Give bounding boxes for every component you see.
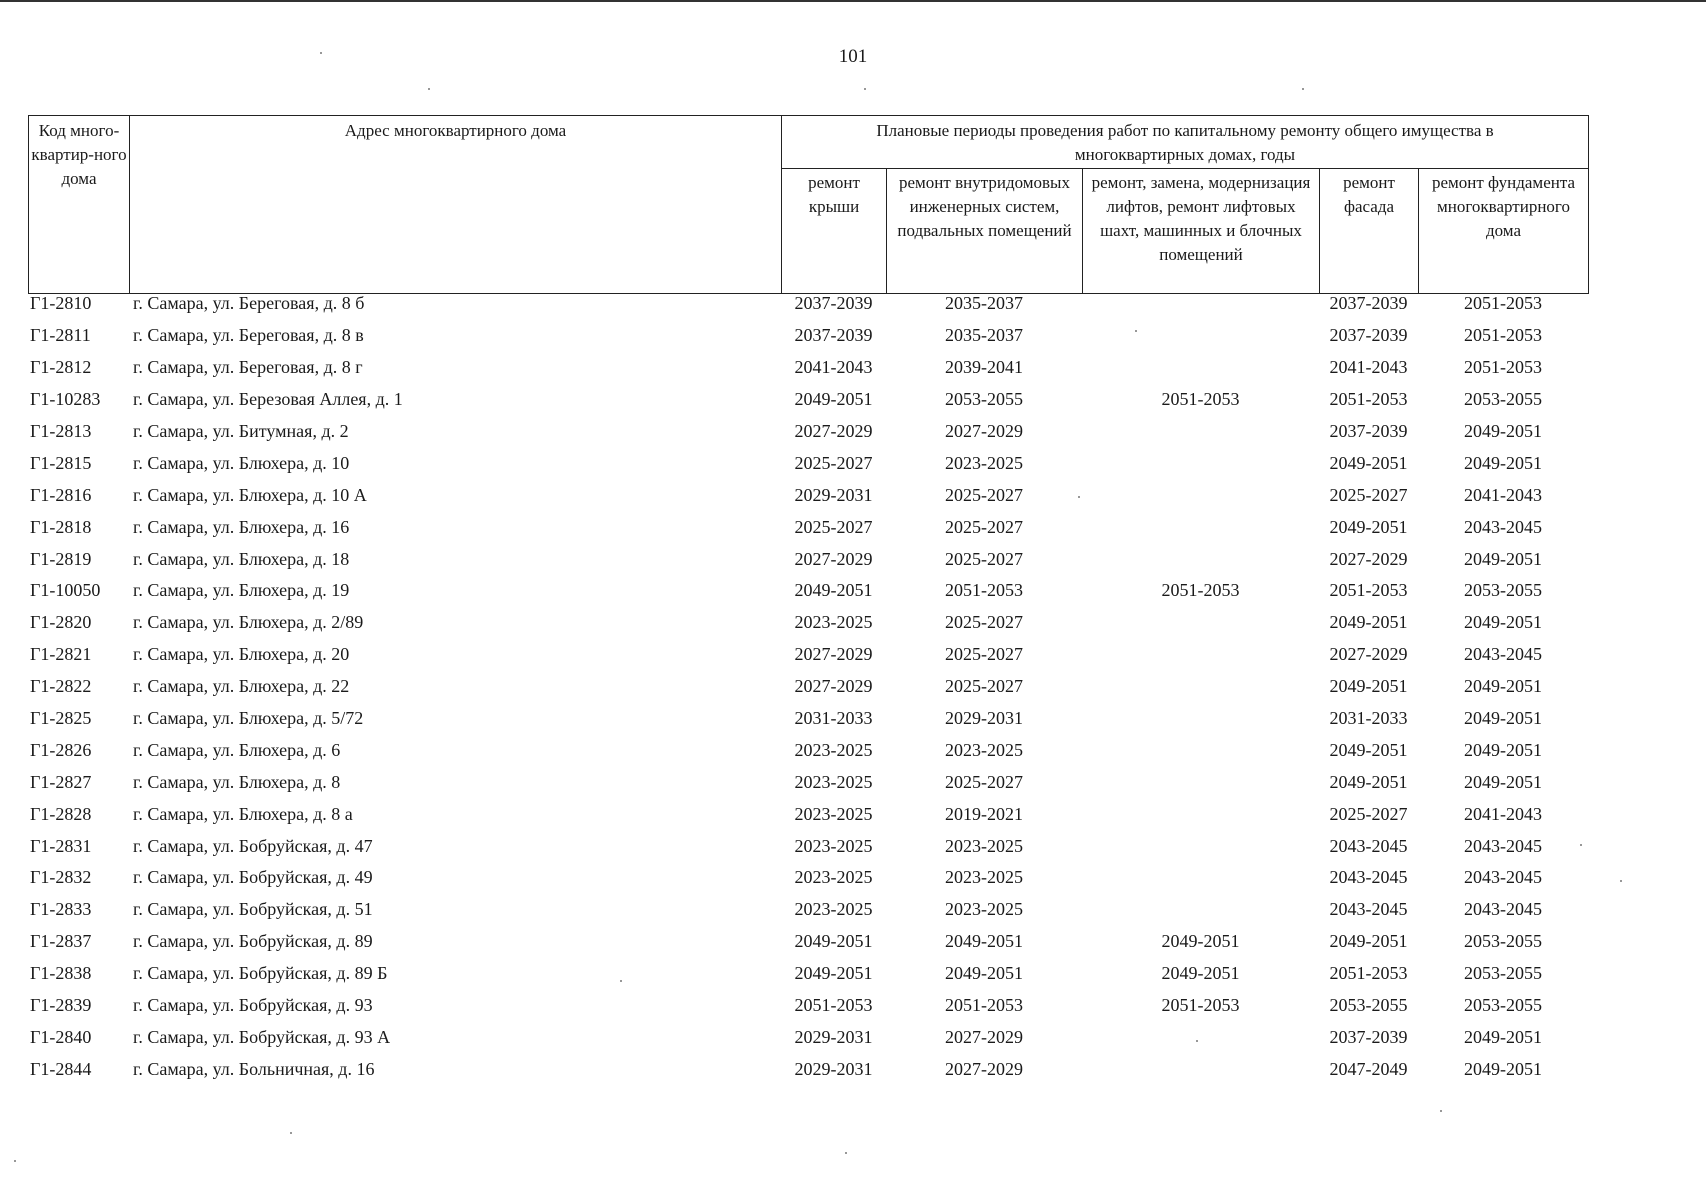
row-code: Г1-2819 — [30, 548, 92, 569]
header-roof: ремонт крыши — [782, 168, 887, 293]
row-systems: 2025-2027 — [945, 644, 1023, 665]
row-lifts — [1082, 479, 1319, 511]
row-lifts — [1082, 288, 1319, 320]
row-address: г. Самара, ул. Больничная, д. 16 — [133, 1058, 375, 1079]
row-foundation: 2053-2055 — [1464, 963, 1542, 984]
row-address: г. Самара, ул. Блюхера, д. 8 а — [133, 803, 353, 824]
row-systems: 2019-2021 — [945, 803, 1023, 824]
row-foundation: 2043-2045 — [1464, 899, 1542, 920]
row-foundation: 2049-2051 — [1464, 612, 1542, 633]
row-roof: 2027-2029 — [794, 644, 873, 665]
row-roof: 2023-2025 — [794, 771, 873, 792]
row-lifts — [1082, 703, 1319, 735]
row-facade: 2037-2039 — [1329, 421, 1408, 441]
row-facade: 2025-2027 — [1329, 484, 1408, 505]
row-code: Г1-2822 — [30, 676, 92, 697]
row-systems: 2025-2027 — [945, 484, 1023, 505]
row-roof: 2027-2029 — [794, 421, 873, 441]
table-row — [28, 798, 1588, 830]
scan-speck — [1135, 330, 1137, 332]
scan-speck — [320, 52, 322, 54]
table-row — [28, 703, 1588, 735]
row-foundation: 2051-2053 — [1464, 325, 1542, 346]
row-lifts — [1082, 639, 1319, 671]
header-periods: Плановые периоды проведения работ по капитальному ремонту общего имущества в многоквартирных домах, годы — [782, 116, 1589, 169]
row-code: Г1-2844 — [30, 1058, 92, 1079]
row-roof: 2027-2029 — [794, 676, 873, 697]
row-facade: 2047-2049 — [1329, 1058, 1408, 1079]
row-foundation: 2051-2053 — [1464, 293, 1542, 314]
row-lifts: 2049-2051 — [1161, 963, 1240, 984]
row-address: г. Самара, ул. Блюхера, д. 10 — [133, 452, 350, 473]
row-systems: 2025-2027 — [945, 516, 1023, 537]
row-code: Г1-2831 — [30, 835, 92, 856]
row-address: г. Самара, ул. Блюхера, д. 22 — [133, 676, 350, 697]
row-code: Г1-10050 — [30, 580, 101, 601]
row-roof: 2023-2025 — [794, 803, 873, 824]
row-foundation: 2041-2043 — [1464, 484, 1542, 505]
scan-speck — [1196, 1040, 1198, 1042]
row-systems: 2025-2027 — [945, 612, 1023, 633]
row-systems: 2023-2025 — [945, 452, 1023, 473]
row-foundation: 2049-2051 — [1464, 452, 1542, 473]
table-row — [28, 1021, 1588, 1053]
table-row — [28, 543, 1588, 575]
row-roof: 2025-2027 — [794, 516, 873, 537]
row-roof: 2023-2025 — [794, 867, 873, 888]
row-code: Г1-2827 — [30, 771, 92, 792]
row-code: Г1-2818 — [30, 516, 92, 537]
row-systems: 2023-2025 — [945, 835, 1023, 856]
row-lifts — [1082, 830, 1319, 862]
row-foundation: 2041-2043 — [1464, 803, 1542, 824]
scan-speck — [1620, 880, 1622, 882]
row-roof: 2029-2031 — [794, 484, 873, 505]
row-foundation: 2051-2053 — [1464, 357, 1542, 378]
row-facade: 2043-2045 — [1329, 867, 1408, 888]
row-address: г. Самара, ул. Бобруйская, д. 93 А — [133, 1026, 391, 1047]
row-foundation: 2049-2051 — [1464, 676, 1542, 697]
scan-speck — [1440, 1110, 1442, 1112]
row-foundation: 2049-2051 — [1464, 548, 1542, 569]
table-row — [28, 1053, 1588, 1085]
row-code: Г1-2810 — [30, 293, 92, 314]
row-facade: 2051-2053 — [1329, 580, 1408, 601]
row-foundation: 2049-2051 — [1464, 708, 1542, 729]
header-code: Код много-квартир-ного дома — [29, 116, 130, 294]
table-row — [28, 639, 1588, 671]
row-address: г. Самара, ул. Бобруйская, д. 89 — [133, 931, 373, 952]
row-facade: 2049-2051 — [1329, 676, 1408, 697]
row-facade: 2049-2051 — [1329, 516, 1408, 537]
header-systems: ремонт внутридомовых инженерных систем, подвальных помещений — [887, 168, 1083, 293]
row-address: г. Самара, ул. Березовая Аллея, д. 1 — [133, 389, 403, 410]
row-foundation: 2043-2045 — [1464, 644, 1542, 665]
row-code: Г1-2837 — [30, 931, 92, 952]
row-address: г. Самара, ул. Битумная, д. 2 — [133, 421, 349, 441]
row-roof: 2023-2025 — [794, 899, 873, 920]
row-address: г. Самара, ул. Бобруйская, д. 93 — [133, 995, 373, 1016]
row-code: Г1-2815 — [30, 452, 92, 473]
row-roof: 2049-2051 — [794, 389, 873, 410]
row-facade: 2049-2051 — [1329, 612, 1408, 633]
row-foundation: 2043-2045 — [1464, 867, 1542, 888]
table-row — [28, 830, 1588, 862]
row-code: Г1-2821 — [30, 644, 92, 665]
row-systems: 2035-2037 — [945, 293, 1023, 314]
row-roof: 2025-2027 — [794, 452, 873, 473]
top-border-line — [0, 0, 1706, 2]
header-facade: ремонт фасада — [1320, 168, 1419, 293]
row-foundation: 2053-2055 — [1464, 580, 1542, 601]
row-address: г. Самара, ул. Блюхера, д. 16 — [133, 516, 350, 537]
row-address: г. Самара, ул. Бобруйская, д. 89 Б — [133, 963, 388, 984]
row-lifts — [1082, 543, 1319, 575]
scan-speck — [428, 88, 430, 90]
row-systems: 2049-2051 — [945, 931, 1023, 952]
row-lifts — [1082, 447, 1319, 479]
row-address: г. Самара, ул. Блюхера, д. 2/89 — [133, 612, 364, 633]
row-facade: 2043-2045 — [1329, 835, 1408, 856]
row-lifts — [1082, 734, 1319, 766]
row-code: Г1-2840 — [30, 1026, 92, 1047]
row-systems: 2051-2053 — [945, 995, 1023, 1016]
row-lifts — [1082, 416, 1319, 448]
table-header — [28, 115, 1589, 294]
row-systems: 2035-2037 — [945, 325, 1023, 346]
row-lifts — [1082, 894, 1319, 926]
table-row — [28, 288, 1588, 320]
row-address: г. Самара, ул. Блюхера, д. 6 — [133, 739, 341, 760]
row-facade: 2037-2039 — [1329, 1026, 1408, 1047]
header-address: Адрес многоквартирного дома — [130, 116, 782, 294]
row-lifts — [1082, 320, 1319, 352]
table-row — [28, 447, 1588, 479]
row-foundation: 2049-2051 — [1464, 1026, 1542, 1047]
row-roof: 2049-2051 — [794, 580, 873, 601]
row-address: г. Самара, ул. Береговая, д. 8 г — [133, 357, 363, 378]
scan-speck — [864, 88, 866, 90]
table-row — [28, 511, 1588, 543]
scan-speck — [620, 980, 622, 982]
row-facade: 2031-2033 — [1329, 708, 1408, 729]
table-row — [28, 862, 1588, 894]
row-code: Г1-2833 — [30, 899, 92, 920]
row-code: Г1-2826 — [30, 739, 92, 760]
scan-speck — [290, 1132, 292, 1134]
row-lifts: 2051-2053 — [1161, 580, 1240, 601]
row-roof: 2031-2033 — [794, 708, 873, 729]
row-roof: 2029-2031 — [794, 1026, 873, 1047]
row-code: Г1-2811 — [30, 325, 91, 346]
row-roof: 2023-2025 — [794, 612, 873, 633]
row-foundation: 2043-2045 — [1464, 516, 1542, 537]
row-facade: 2037-2039 — [1329, 325, 1408, 346]
row-facade: 2027-2029 — [1329, 548, 1408, 569]
row-code: Г1-10283 — [30, 389, 101, 410]
scan-speck — [1580, 844, 1582, 846]
row-address: г. Самара, ул. Береговая, д. 8 б — [133, 293, 365, 314]
row-address: г. Самара, ул. Бобруйская, д. 51 — [133, 899, 373, 920]
table-row — [28, 990, 1588, 1022]
row-address: г. Самара, ул. Бобруйская, д. 47 — [133, 835, 373, 856]
row-systems: 2025-2027 — [945, 548, 1023, 569]
row-systems: 2025-2027 — [945, 676, 1023, 697]
row-lifts — [1082, 511, 1319, 543]
row-facade: 2043-2045 — [1329, 899, 1408, 920]
row-systems: 2027-2029 — [945, 1026, 1023, 1047]
page-number: 101 — [838, 46, 868, 67]
row-code: Г1-2839 — [30, 995, 92, 1016]
table-row — [28, 766, 1588, 798]
row-roof: 2023-2025 — [794, 739, 873, 760]
row-address: г. Самара, ул. Блюхера, д. 18 — [133, 548, 350, 569]
row-systems: 2051-2053 — [945, 580, 1023, 601]
row-code: Г1-2812 — [30, 357, 92, 378]
row-address: г. Самара, ул. Бобруйская, д. 49 — [133, 867, 373, 888]
table-row — [28, 958, 1588, 990]
row-facade: 2051-2053 — [1329, 389, 1408, 410]
row-roof: 2037-2039 — [794, 325, 873, 346]
row-foundation: 2049-2051 — [1464, 739, 1542, 760]
row-roof: 2029-2031 — [794, 1058, 873, 1079]
table-row — [28, 384, 1588, 416]
table-row — [28, 926, 1588, 958]
row-foundation: 2049-2051 — [1464, 1058, 1542, 1079]
table-row — [28, 320, 1588, 352]
row-roof: 2037-2039 — [794, 293, 873, 314]
header-foundation: ремонт фундамента многоквартирного дома — [1419, 168, 1589, 293]
table-row — [28, 352, 1588, 384]
row-lifts — [1082, 671, 1319, 703]
row-roof: 2051-2053 — [794, 995, 873, 1016]
row-roof: 2023-2025 — [794, 835, 873, 856]
row-lifts — [1082, 862, 1319, 894]
row-foundation: 2043-2045 — [1464, 835, 1542, 856]
row-facade: 2053-2055 — [1329, 995, 1408, 1016]
row-address: г. Самара, ул. Береговая, д. 8 в — [133, 325, 364, 346]
header-lifts: ремонт, замена, модернизация лифтов, ремонт лифтовых шахт, машинных и блочных помещений — [1083, 168, 1320, 293]
row-facade: 2049-2051 — [1329, 931, 1408, 952]
row-foundation: 2049-2051 — [1464, 771, 1542, 792]
data-rows — [28, 288, 1588, 1085]
row-systems: 2027-2029 — [945, 421, 1023, 441]
row-code: Г1-2832 — [30, 867, 92, 888]
row-code: Г1-2813 — [30, 421, 92, 441]
row-facade: 2049-2051 — [1329, 771, 1408, 792]
row-facade: 2049-2051 — [1329, 739, 1408, 760]
row-facade: 2027-2029 — [1329, 644, 1408, 665]
row-lifts — [1082, 1021, 1319, 1053]
row-roof: 2049-2051 — [794, 931, 873, 952]
table-row — [28, 416, 1588, 448]
row-address: г. Самара, ул. Блюхера, д. 10 А — [133, 484, 367, 505]
row-foundation: 2053-2055 — [1464, 389, 1542, 410]
table-row — [28, 734, 1588, 766]
row-address: г. Самара, ул. Блюхера, д. 8 — [133, 771, 341, 792]
row-foundation: 2053-2055 — [1464, 931, 1542, 952]
row-facade: 2041-2043 — [1329, 357, 1408, 378]
table-row — [28, 671, 1588, 703]
scan-speck — [1302, 88, 1304, 90]
row-lifts — [1082, 1053, 1319, 1085]
row-systems: 2029-2031 — [945, 708, 1023, 729]
row-roof: 2049-2051 — [794, 963, 873, 984]
row-facade: 2051-2053 — [1329, 963, 1408, 984]
table-row — [28, 894, 1588, 926]
row-systems: 2023-2025 — [945, 739, 1023, 760]
row-roof: 2027-2029 — [794, 548, 873, 569]
row-lifts — [1082, 766, 1319, 798]
row-lifts — [1082, 607, 1319, 639]
row-foundation: 2049-2051 — [1464, 421, 1542, 441]
row-code: Г1-2816 — [30, 484, 92, 505]
row-systems: 2053-2055 — [945, 389, 1023, 410]
scan-speck — [845, 1152, 847, 1154]
row-lifts — [1082, 352, 1319, 384]
row-systems: 2039-2041 — [945, 357, 1023, 378]
scan-speck — [1078, 496, 1080, 498]
row-foundation: 2053-2055 — [1464, 995, 1542, 1016]
row-code: Г1-2820 — [30, 612, 92, 633]
row-address: г. Самара, ул. Блюхера, д. 5/72 — [133, 708, 364, 729]
table-row — [28, 607, 1588, 639]
row-address: г. Самара, ул. Блюхера, д. 19 — [133, 580, 350, 601]
scan-speck — [14, 1160, 16, 1162]
data-table — [28, 288, 1588, 1085]
row-facade: 2037-2039 — [1329, 293, 1408, 314]
row-systems: 2025-2027 — [945, 771, 1023, 792]
row-roof: 2041-2043 — [794, 357, 873, 378]
row-systems: 2023-2025 — [945, 899, 1023, 920]
row-systems: 2049-2051 — [945, 963, 1023, 984]
row-facade: 2049-2051 — [1329, 452, 1408, 473]
row-code: Г1-2828 — [30, 803, 92, 824]
row-address: г. Самара, ул. Блюхера, д. 20 — [133, 644, 350, 665]
row-facade: 2025-2027 — [1329, 803, 1408, 824]
row-lifts — [1082, 798, 1319, 830]
row-code: Г1-2825 — [30, 708, 92, 729]
row-lifts: 2051-2053 — [1161, 389, 1240, 410]
row-lifts: 2049-2051 — [1161, 931, 1240, 952]
row-lifts: 2051-2053 — [1161, 995, 1240, 1016]
row-systems: 2027-2029 — [945, 1058, 1023, 1079]
table-row — [28, 479, 1588, 511]
row-code: Г1-2838 — [30, 963, 92, 984]
table-row — [28, 575, 1588, 607]
row-systems: 2023-2025 — [945, 867, 1023, 888]
